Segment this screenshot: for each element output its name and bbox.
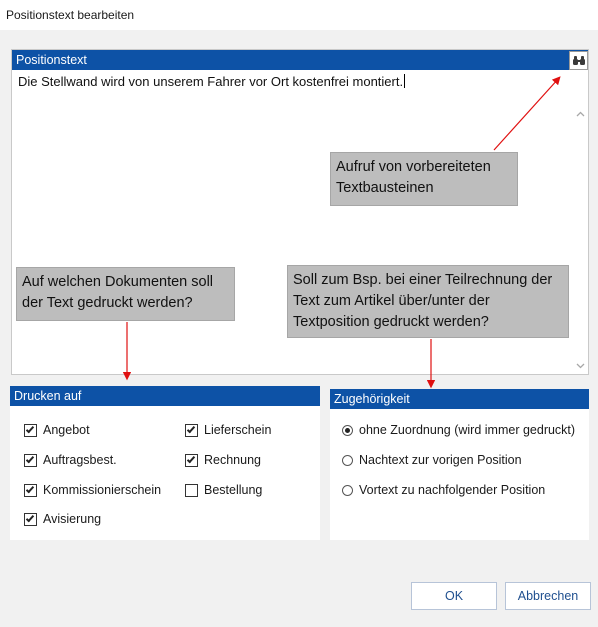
- callout-text-modules: Aufruf von vorbereiteten Textbausteinen: [330, 152, 518, 206]
- checkbox-label: Kommissionierschein: [43, 483, 162, 497]
- checkbox-label: Rechnung: [204, 453, 261, 467]
- association-header: Zugehörigkeit: [330, 389, 589, 409]
- callout-partial-invoice: Soll zum Bsp. bei einer Teilrechnung der Text zum Artikel über/unter der Textposition gedruckt werden?: [287, 265, 569, 338]
- position-text-header: Positionstext: [12, 50, 588, 70]
- checkbox-label: Bestellung: [204, 483, 263, 497]
- checkbox-label: Lieferschein: [204, 423, 272, 437]
- position-text-content: Die Stellwand wird von unserem Fahrer vor Ort kostenfrei montiert.: [18, 74, 404, 89]
- checkbox-label: Avisierung: [43, 512, 102, 526]
- radio-label: ohne Zuordnung (wird immer gedruckt): [359, 423, 576, 437]
- checkbox-label: Angebot: [43, 423, 90, 437]
- radio-label: Nachtext zur vorigen Position: [359, 453, 522, 467]
- window-title: Positionstext bearbeiten: [6, 8, 135, 22]
- radio-label: Vortext zu nachfolgender Position: [359, 483, 546, 497]
- checkbox-label: Auftragsbest.: [43, 453, 117, 467]
- cancel-button[interactable]: Abbrechen: [505, 582, 591, 610]
- print-on-header: Drucken auf: [10, 386, 320, 406]
- ok-button[interactable]: OK: [411, 582, 497, 610]
- arrow-to-binoculars: [494, 78, 559, 150]
- callout-print-documents: Auf welchen Dokumenten soll der Text gedruckt werden?: [16, 267, 235, 321]
